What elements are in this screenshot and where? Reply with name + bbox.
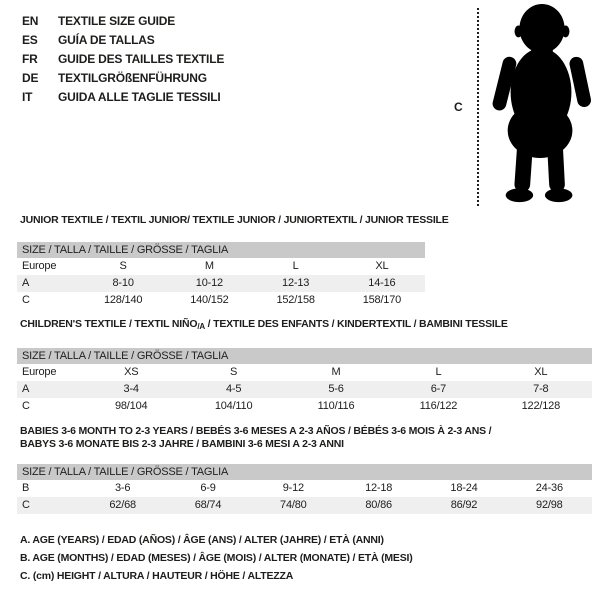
table-cell: 24-36	[535, 482, 563, 494]
title-subscript: /A	[197, 322, 205, 331]
table-cell: 116/122	[419, 400, 458, 412]
table-row	[17, 364, 592, 381]
title-text: CHILDREN'S TEXTILE / TEXTIL NIÑO	[20, 318, 198, 330]
babies-size-table	[17, 464, 592, 514]
table-row	[17, 497, 592, 514]
table-cell: 122/128	[521, 400, 561, 412]
table-row	[17, 258, 425, 275]
language-title-list	[22, 12, 224, 107]
table-cell: 12-13	[282, 277, 310, 289]
table-cell: L	[292, 260, 299, 272]
section-babies	[17, 425, 592, 514]
language-code: DE	[22, 71, 39, 85]
table-cell: 158/170	[362, 294, 402, 306]
size-header-bar: SIZE / TALLA / TAILLE / GRÖSSE / TAGLIA	[17, 242, 425, 258]
table-cell: 9-12	[282, 482, 304, 494]
table-cell: 7-8	[533, 383, 549, 395]
table-cell: 74/80	[280, 499, 307, 511]
table-row	[17, 480, 592, 497]
table-cell: XS	[124, 366, 139, 378]
table-cell: 62/68	[109, 499, 136, 511]
height-label: C	[454, 100, 463, 114]
table-cell: 92/98	[536, 499, 563, 511]
junior-size-table	[17, 242, 425, 309]
table-cell: 5-6	[328, 383, 344, 395]
table-cell: 6-9	[200, 482, 216, 494]
guide-title: TEXTILE SIZE GUIDE	[58, 14, 176, 28]
table-cell: M	[204, 260, 214, 272]
guide-title: TEXTILGRÖßENFÜHRUNG	[58, 71, 207, 85]
table-row	[17, 381, 592, 398]
guide-title: GUÍA DE TALLAS	[58, 33, 155, 47]
section-title-babies-line1: BABIES 3-6 MONTH TO 2-3 YEARS / BEBÉS 3-6 MESES A 2-3 AÑOS / BÉBÉS 3-6 MOIS À 2-3 ANS /	[20, 425, 492, 437]
table-cell: L	[435, 366, 442, 378]
table-cell: XL	[534, 366, 548, 378]
baby-silhouette-icon	[488, 2, 596, 208]
table-cell: 3-4	[123, 383, 139, 395]
section-title-junior: JUNIOR TEXTILE / TEXTIL JUNIOR/ TEXTILE JUNIOR / JUNIORTEXTIL / JUNIOR TESSILE	[20, 214, 449, 226]
table-cell: 6-7	[430, 383, 447, 395]
list-item	[22, 69, 224, 88]
table-cell: 152/158	[276, 294, 315, 306]
table-cell: S	[230, 366, 238, 378]
height-measure-dotted-line	[477, 8, 479, 206]
table-cell: 4-5	[225, 383, 242, 395]
row-label: C	[22, 400, 30, 412]
table-cell: 68/74	[194, 499, 222, 511]
table-cell: 18-24	[450, 482, 478, 494]
row-label: Europe	[22, 260, 57, 272]
size-header-bar: SIZE / TALLA / TAILLE / GRÖSSE / TAGLIA	[17, 348, 592, 364]
table-cell: 80/86	[365, 499, 392, 511]
title-text: / TEXTILE DES ENFANTS / KINDERTEXTIL / BAMBINI TESSILE	[204, 318, 508, 330]
section-title-children	[20, 318, 592, 333]
list-item	[22, 31, 224, 50]
table-cell: 10-12	[195, 277, 223, 289]
table-cell: 104/110	[214, 400, 253, 412]
footnote-a: A. AGE (YEARS) / EDAD (AÑOS) / ÂGE (ANS) / ALTER (JAHRE) / ETÀ (ANNI)	[20, 534, 384, 546]
size-header-bar: SIZE / TALLA / TAILLE / GRÖSSE / TAGLIA	[17, 464, 592, 480]
list-item	[22, 50, 224, 69]
table-cell: 8-10	[112, 277, 134, 289]
table-cell: 3-6	[115, 482, 131, 494]
table-cell: XL	[375, 260, 389, 272]
language-code: IT	[22, 90, 33, 104]
row-label: C	[22, 294, 30, 306]
section-junior	[17, 214, 449, 309]
language-code: EN	[22, 14, 39, 28]
section-children	[17, 318, 592, 415]
row-label: Europe	[22, 366, 57, 378]
guide-title: GUIDE DES TAILLES TEXTILE	[58, 52, 225, 66]
table-cell: 14-16	[368, 277, 396, 289]
section-title-babies-line2: BABYS 3-6 MONATE BIS 2-3 JAHRE / BAMBINI 3-6 MESI A 2-3 ANNI	[20, 438, 344, 450]
language-code: ES	[22, 33, 38, 47]
row-label: A	[22, 277, 30, 289]
row-label: A	[22, 383, 30, 395]
height-measure-figure	[440, 0, 600, 215]
table-cell: 98/104	[114, 400, 148, 412]
list-item	[22, 12, 224, 31]
table-row	[17, 292, 425, 309]
table-cell: 12-18	[365, 482, 393, 494]
table-cell: 110/116	[317, 400, 355, 412]
table-cell: 128/140	[103, 294, 143, 306]
table-row	[17, 275, 425, 292]
table-cell: M	[331, 366, 341, 378]
list-item	[22, 88, 224, 107]
table-row	[17, 398, 592, 415]
language-code: FR	[22, 52, 38, 66]
children-size-table	[17, 348, 592, 415]
table-cell: S	[119, 260, 127, 272]
footnote-c: C. (cm) HEIGHT / ALTURA / HAUTEUR / HÖHE / ALTEZZA	[20, 570, 294, 582]
table-cell: 86/92	[450, 499, 478, 511]
footnote-legend	[20, 531, 413, 585]
guide-title: GUIDA ALLE TAGLIE TESSILI	[58, 90, 221, 104]
row-label: C	[22, 499, 30, 511]
row-label: B	[22, 482, 30, 494]
table-cell: 140/152	[190, 294, 229, 306]
footnote-b: B. AGE (MONTHS) / EDAD (MESES) / ÂGE (MOIS) / ALTER (MONATE) / ETÀ (MESI)	[20, 552, 413, 564]
